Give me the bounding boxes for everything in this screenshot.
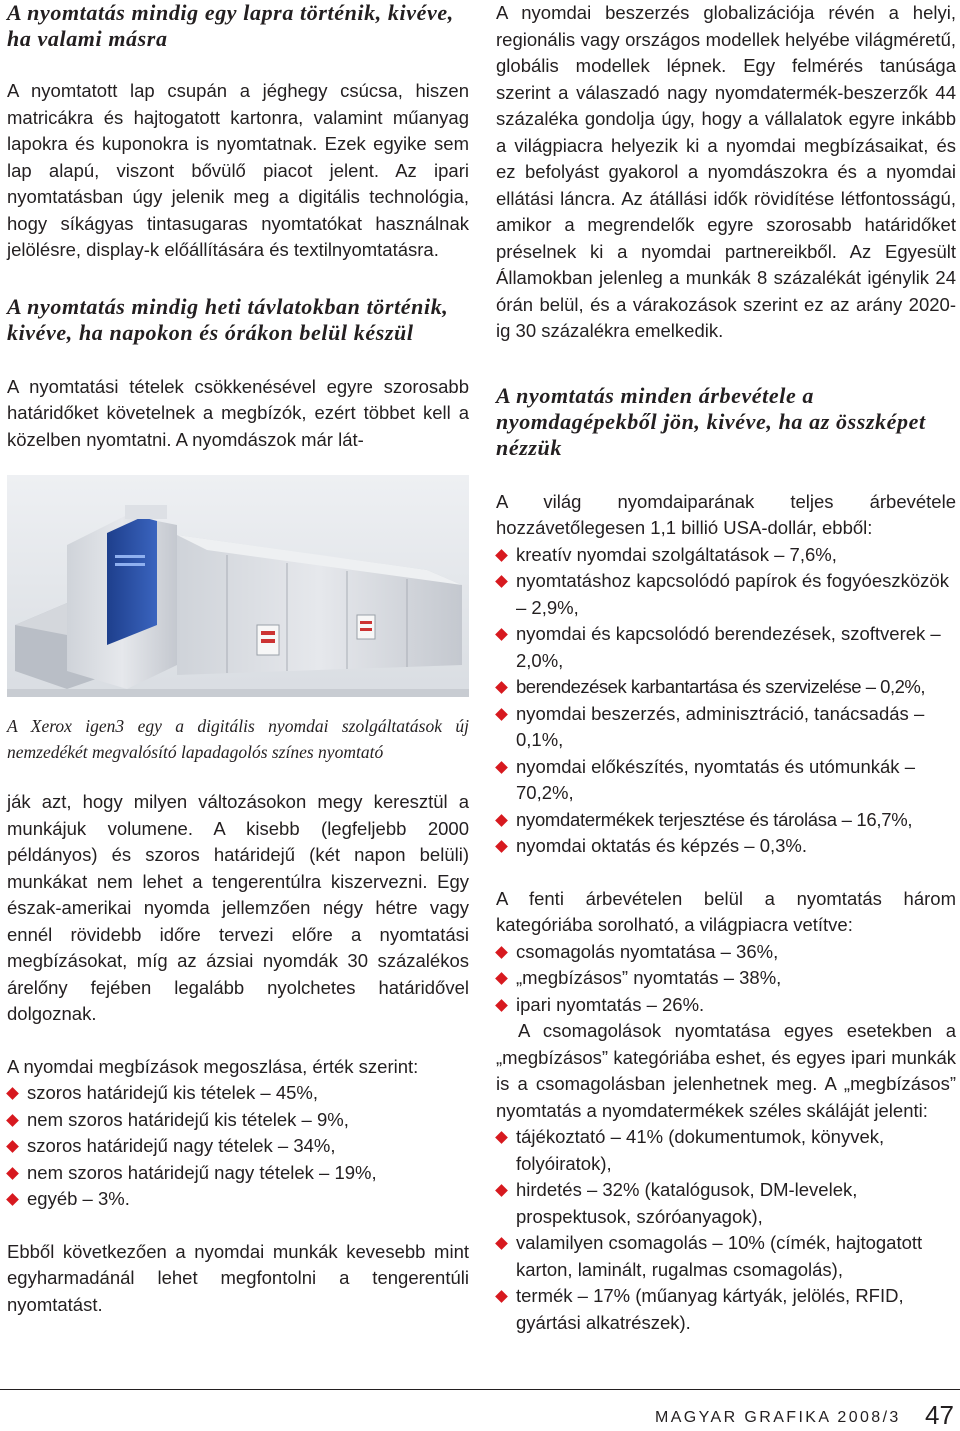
diamond-bullet-icon	[6, 1140, 19, 1153]
paragraph-hataridok: A nyomtatási tételek csökkenésével egyre szorosabb határidőket követelnek a megbízók, ezért többet kell a közelben nyomtatni. A nyomdászok már lát-	[7, 375, 469, 450]
list-item: szoros határidejű kis tételek – 45%,	[7, 1080, 469, 1107]
list-item: valamilyen csomagolás – 10% (címék, hajtogatott karton, laminált, rugalmas csomagolás),	[496, 1230, 956, 1283]
printer-photo	[7, 475, 469, 697]
heading-lap: A nyomtatás mindig egy lapra történik, kivéve, ha valami másra	[7, 0, 454, 51]
diamond-bullet-icon	[6, 1167, 19, 1180]
list-item: nyomdai oktatás és képzés – 0,3%.	[496, 833, 956, 860]
diamond-bullet-icon	[495, 1131, 508, 1144]
paragraph-kategoriak: A fenti árbevételen belül a nyomtatás három kategóriába sorolható, a világpiacra vetítve:	[496, 887, 956, 935]
paragraph-csomagolas: A csomagolások nyomtatása egyes esetekben a „megbízásos” kategóriába eshet, és egyes ipari munkák is a csomagolásban jelenhetnek meg. A „megbízásos” nyomtatás a nyomdatermékek széles skáláját jelenti:	[496, 1020, 956, 1121]
diamond-bullet-icon	[6, 1087, 19, 1100]
paragraph-megoszlas: A nyomdai megbízások megoszlása, érték szerint:	[7, 1055, 419, 1077]
diamond-bullet-icon	[495, 814, 508, 827]
page-number: 47	[925, 1400, 954, 1430]
list-item: egyéb – 3%.	[7, 1186, 469, 1213]
diamond-bullet-icon	[6, 1114, 19, 1127]
diamond-bullet-icon	[495, 999, 508, 1012]
list-item: berendezések karbantartása és szervizelése – 0,2%,	[496, 674, 956, 701]
list-kategoriak	[496, 939, 956, 1019]
list-item: termék – 17% (műanyag kártyák, jelölés, RFID, gyártási alkatrészek).	[496, 1283, 956, 1336]
list-item: nyomdai és kapcsolódó berendezések, szoftverek – 2,0%,	[496, 621, 956, 674]
paragraph-munkak: ják azt, hogy milyen változásokon megy keresztül a munkájuk volumene. A kisebb (legfeljebb 2000 példányos) és szoros határidejű (két napon belüli) munkákat nem lehet a tengerentúlra kiszervezni. Egy észak-amerikai nyomda jellemzően négy hétre vagy ennél rövidebb időre tervezi előre a nyomtatási megbízásokat, míg az ázsiai nyomdák 30 százalékos árelőny fejében legalább nyolchetes határidővel dolgoznak.	[7, 791, 469, 1024]
diamond-bullet-icon	[495, 1290, 508, 1303]
xerox-printer-image	[7, 475, 469, 697]
list-item: nem szoros határidejű kis tételek – 9%,	[7, 1107, 469, 1134]
diamond-bullet-icon	[495, 972, 508, 985]
magazine-title: MAGYAR GRAFIKA 2008/3	[655, 1409, 901, 1426]
diamond-bullet-icon	[495, 761, 508, 774]
diamond-bullet-icon	[495, 575, 508, 588]
diamond-bullet-icon	[495, 840, 508, 853]
list-item: csomagolás nyomtatása – 36%,	[496, 939, 956, 966]
list-megbizasok	[7, 1080, 469, 1213]
list-megbizasos	[496, 1124, 956, 1336]
photo-caption: A Xerox igen3 egy a digitális nyomdai szolgáltatások új nemzedékét megvalósító lapadagolós színes nyomtató	[7, 716, 469, 762]
diamond-bullet-icon	[495, 708, 508, 721]
paragraph-vilag-arbevetel: A világ nyomdaiparának teljes árbevétele hozzávetőlegesen 1,1 billió USA-dollár, ebből:	[496, 490, 956, 538]
list-arbevetel	[496, 542, 956, 860]
paragraph-globalizacio: A nyomdai beszerzés globalizációja révén a helyi, regionális vagy országos modellek helyébe világméretű, globális modellek lépnek. Egy felmérés tanúsága szerint a válaszadó nagy nyomdatermék-beszerzők 44 százaléka gondolja úgy, hogy a vállalatok egyre inkább a világpiacra helyezik ki a nyomdai megbízásaikat, és ez befolyást gyakorol a nyomdászokra és a nyomdai ellátási láncra. Az átállási idők rövidítése létfontosságú, amikor a megrendelők egyre szorosabb határidőket préselnek ki a nyomdai partnereikből. Az Egyesült Államokban jelenleg a munkák 8 százalékát igénylik 24 órán belül, és a várakozások szerint ez az arány 2020-ig 30 százalékra emelkedik.	[496, 2, 956, 341]
list-item: tájékoztató – 41% (dokumentumok, könyvek, folyóiratok),	[496, 1124, 956, 1177]
list-item: „megbízásos” nyomtatás – 38%,	[496, 965, 956, 992]
diamond-bullet-icon	[495, 1237, 508, 1250]
list-item: nyomdai beszerzés, adminisztráció, tanácsadás – 0,1%,	[496, 701, 956, 754]
heading-heti: A nyomtatás mindig heti távlatokban történik, kivéve, ha napokon és órákon belül készül	[7, 293, 449, 345]
list-item: ipari nyomtatás – 26%.	[496, 992, 956, 1019]
diamond-bullet-icon	[495, 628, 508, 641]
diamond-bullet-icon	[6, 1193, 19, 1206]
diamond-bullet-icon	[495, 549, 508, 562]
heading-arbevetel: A nyomtatás minden árbevétele a nyomdagépekből jön, kivéve, ha az összképet nézzük	[496, 382, 926, 460]
list-item: szoros határidejű nagy tételek – 34%,	[7, 1133, 469, 1160]
list-item: nyomdai előkészítés, nyomtatás és utómunkák – 70,2%,	[496, 754, 956, 807]
diamond-bullet-icon	[495, 1184, 508, 1197]
list-item: hirdetés – 32% (katalógusok, DM-levelek, prospektusok, szóróanyagok),	[496, 1177, 956, 1230]
list-item: nyomtatáshoz kapcsolódó papírok és fogyóeszközök – 2,9%,	[496, 568, 956, 621]
list-item: kreatív nyomdai szolgáltatások – 7,6%,	[496, 542, 956, 569]
list-item: nem szoros határidejű nagy tételek – 19%,	[7, 1160, 469, 1187]
right-column	[496, 0, 956, 1336]
diamond-bullet-icon	[495, 681, 508, 694]
list-item: nyomdatermékek terjesztése és tárolása – 16,7%,	[496, 807, 956, 834]
diamond-bullet-icon	[495, 946, 508, 959]
paragraph-kovetkezteles: Ebből következően a nyomdai munkák kevesebb mint egyharmadánál lehet megfontolni a tengerentúli nyomtatást.	[7, 1240, 469, 1315]
footer-rule	[0, 1389, 960, 1390]
paragraph-lap: A nyomtatott lap csupán a jéghegy csúcsa, hiszen matricákra és hajtogatott kartonra, valamint műanyag lapokra és kuponokra is nyomtatnak. Ezek egyike sem lap alapú, viszont bővülő piacot jelent. Az ipari nyomtatásban úgy jelenik meg a digitális technológia, hogy síkágyas tintasugaras nyomtatókat használnak jelölésre, display-k előállítására és textilnyomtatásra.	[7, 80, 469, 260]
left-column	[7, 0, 469, 1318]
